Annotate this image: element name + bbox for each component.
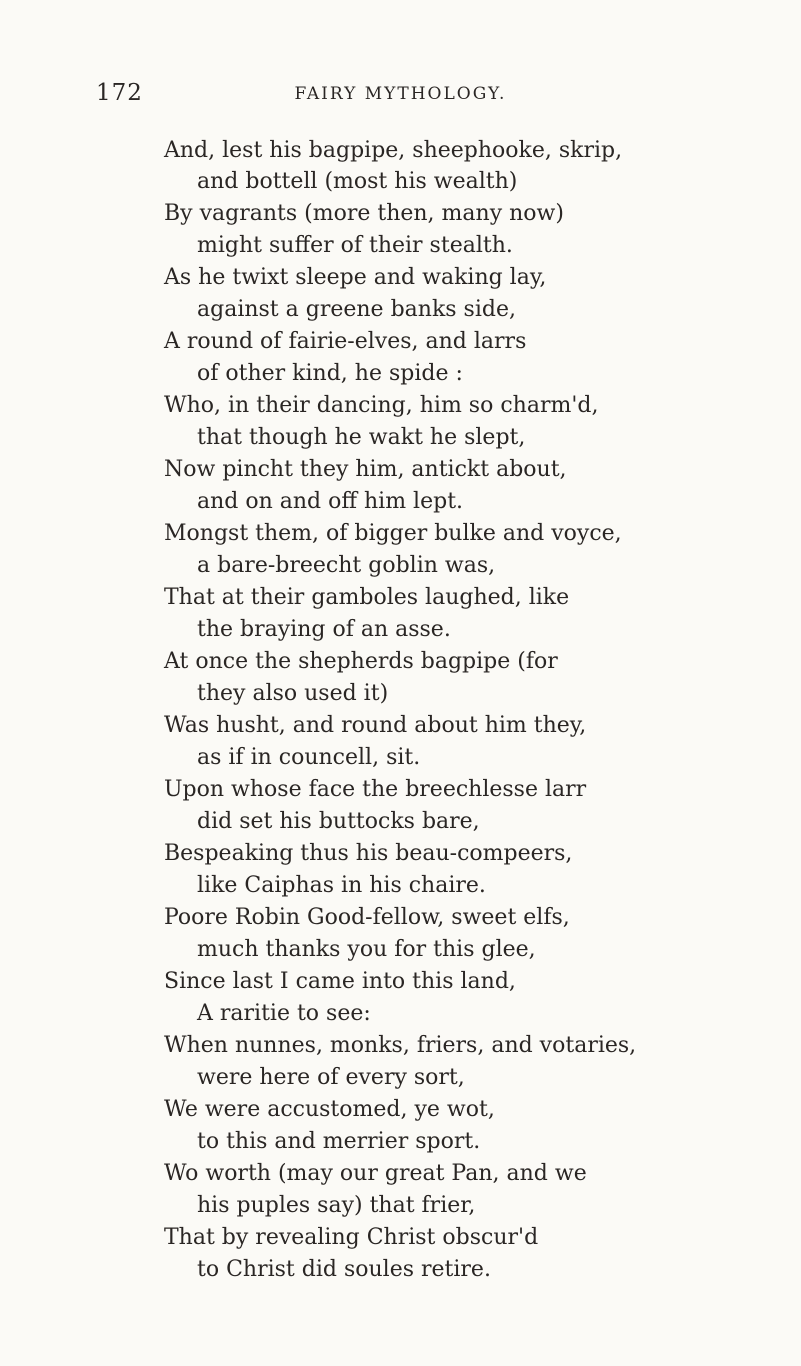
poem-line: And, lest his bagpipe, sheephooke, skrip, (164, 138, 623, 163)
poem-line: a bare-breecht goblin was, (197, 553, 496, 578)
poem-line: We were accustomed, ye wot, (164, 1097, 495, 1122)
poem-line: the braying of an asse. (197, 617, 451, 642)
poem-line: his puples say) that frier, (197, 1193, 476, 1218)
poem-line: to this and merrier sport. (197, 1129, 481, 1154)
poem-line: they also used it) (197, 681, 389, 706)
poem-line: Bespeaking thus his beau-compeers, (164, 841, 573, 866)
poem-line: and on and off him lept. (197, 489, 464, 514)
poem-line: That at their gamboles laughed, like (164, 585, 570, 610)
poem-line: That by revealing Christ obscur'd (164, 1225, 539, 1250)
poem-line: and bottell (most his wealth) (197, 169, 518, 194)
poem-line: A round of fairie-elves, and larrs (164, 329, 527, 354)
poem-line: As he twixt sleepe and waking lay, (164, 265, 547, 290)
poem-line: At once the shepherds bagpipe (for (164, 649, 558, 674)
running-title: FAIRY MYTHOLOGY. (294, 84, 507, 104)
poem-line: Upon whose face the breechlesse larr (164, 777, 587, 802)
poem-line: Wo worth (may our great Pan, and we (164, 1161, 587, 1186)
poem-line: A raritie to see: (197, 1001, 371, 1026)
poem-line: were here of every sort, (197, 1065, 465, 1090)
poem-line: By vagrants (more then, many now) (164, 201, 564, 226)
page-number: 172 (96, 80, 143, 106)
poem-line: much thanks you for this glee, (197, 937, 536, 962)
poem-line: might suffer of their stealth. (197, 233, 513, 258)
poem-line: that though he wakt he slept, (197, 425, 526, 450)
poem-line: Mongst them, of bigger bulke and voyce, (164, 521, 622, 546)
poem-line: Poore Robin Good-fellow, sweet elfs, (164, 905, 570, 930)
poem-line: against a greene banks side, (197, 297, 516, 322)
poem-line: Now pincht they him, antickt about, (164, 457, 567, 482)
poem-line: When nunnes, monks, friers, and votaries, (164, 1033, 637, 1058)
poem-line: did set his buttocks bare, (197, 809, 480, 834)
poem-line: of other kind, he spide : (197, 361, 463, 386)
poem-line: Was husht, and round about him they, (164, 713, 587, 738)
poem-line: like Caiphas in his chaire. (197, 873, 486, 898)
poem-line: as if in councell, sit. (197, 745, 421, 770)
poem-line: Since last I came into this land, (164, 969, 516, 994)
poem-line: Who, in their dancing, him so charm'd, (164, 393, 599, 418)
poem-line: to Christ did soules retire. (197, 1257, 491, 1282)
